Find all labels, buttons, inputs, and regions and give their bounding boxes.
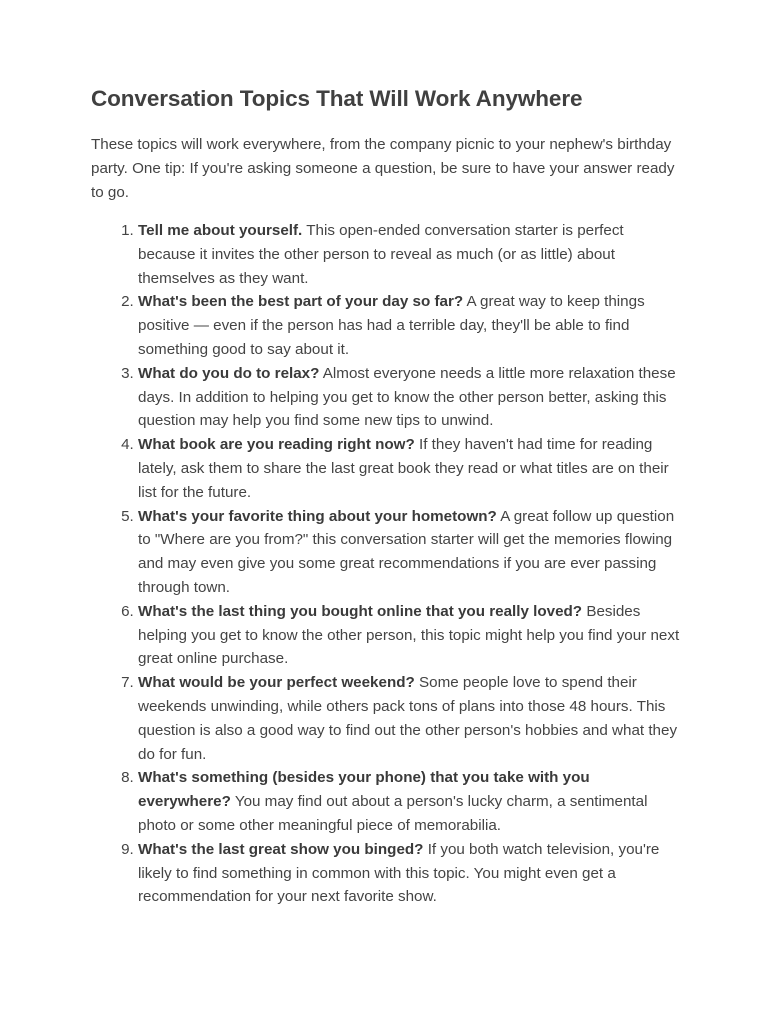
page-title: Conversation Topics That Will Work Anywhere	[91, 86, 583, 111]
topic-description: If they haven't had time for reading lately, ask them to share the last great book they read or what titles are on their list for the future.	[138, 436, 669, 501]
topic-description: Some people love to spend their weekends unwinding, while others pack tons of plans into those 48 hours. This question is also a good way to find out the other person's hobbies and what they do for fun.	[138, 674, 678, 763]
list-item	[138, 600, 681, 671]
topic-question: What's something (besides your phone) that you take with you everywhere?	[138, 769, 590, 811]
topic-question: What's your favorite thing about your hometown?	[138, 507, 497, 525]
topic-description: Besides helping you get to know the other person, this topic might help you find your next great online purchase.	[138, 602, 680, 668]
list-item	[138, 362, 681, 433]
list-item	[138, 505, 681, 600]
topic-description: This open-ended conversation starter is perfect because it invites the other person to reveal as much (or as little) about themselves as they want.	[138, 222, 624, 287]
list-item	[138, 766, 681, 837]
topic-question: What do you do to relax?	[138, 364, 320, 382]
topic-question: What's the last great show you binged?	[138, 840, 424, 858]
topic-question: What's the last thing you bought online that you really loved?	[138, 602, 583, 620]
list-item	[138, 671, 681, 766]
document-page	[91, 84, 681, 909]
topic-question: What would be your perfect weekend?	[138, 674, 415, 692]
topic-description: A great way to keep things positive — even if the person has had a terrible day, they'll be able to find something good to say about it.	[138, 293, 645, 358]
topic-question: What book are you reading right now?	[138, 436, 415, 454]
list-item	[138, 433, 681, 504]
topic-question: Tell me about yourself.	[138, 222, 303, 239]
list-item	[138, 219, 681, 290]
topics-list	[91, 219, 681, 909]
list-item	[138, 290, 681, 361]
list-item	[138, 838, 681, 909]
intro-paragraph: These topics will work everywhere, from the company picnic to your nephew's birthday party. One tip: If you're asking someone a question, be sure to have your answer ready to go.	[91, 136, 675, 201]
topic-description: You may find out about a person's lucky charm, a sentimental photo or some other meaningful piece of memorabilia.	[138, 793, 648, 834]
topic-description: A great follow up question to "Where are you from?" this conversation starter will get the memories flowing and may even give you some great recommendations if you are ever passing through town.	[138, 507, 675, 596]
topic-question: What's been the best part of your day so far?	[138, 293, 464, 311]
topic-description: If you both watch television, you're likely to find something in common with this topic. You might even get a recommendation for your next favorite show.	[138, 840, 660, 906]
topic-description: Almost everyone needs a little more relaxation these days. In addition to helping you get to know the other person better, asking this question may help you find some new tips to unwind.	[138, 364, 676, 430]
